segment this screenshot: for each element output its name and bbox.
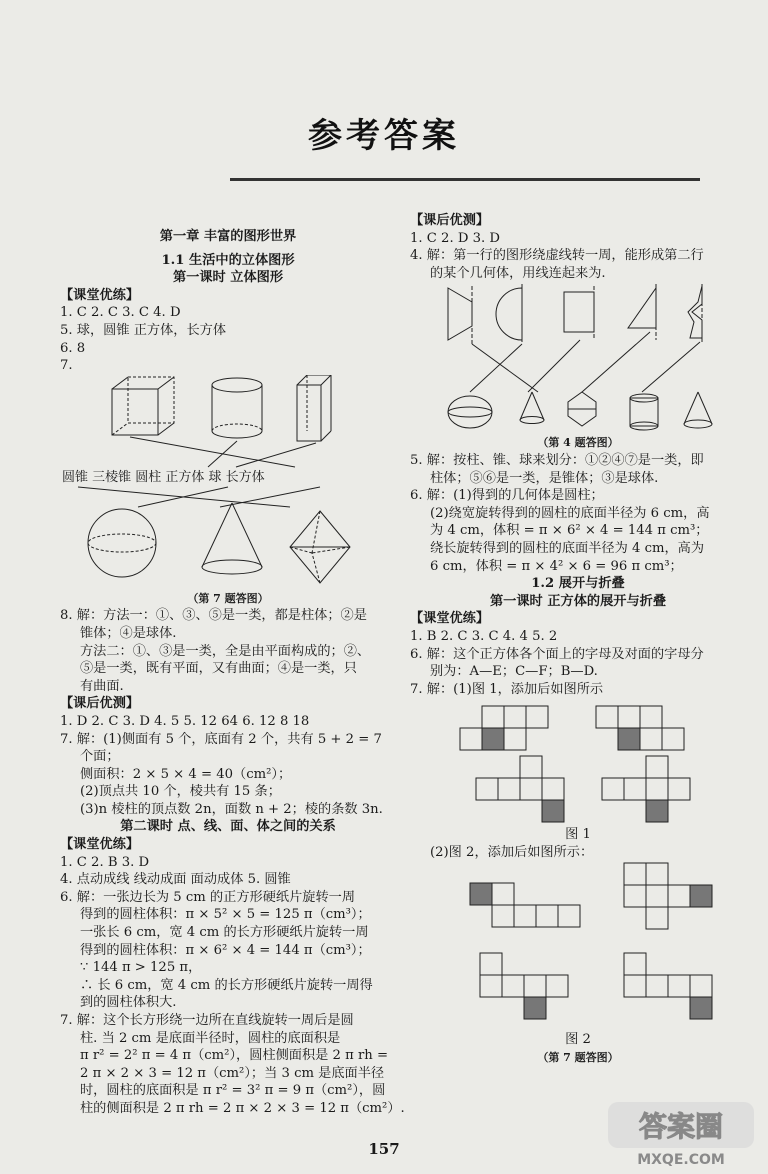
answer-line: 的某个几何体，用线连起来为. [430,265,606,281]
cube-nets-figure-2 [410,861,740,1031]
answer-line: 绕长旋转得到的圆柱的底面半径为 4 cm，高为 [430,540,705,556]
after-class-heading: 【课后优测】 [60,696,140,712]
answer-line: 6. 解：一张边长为 5 cm 的正方形硬纸片旋转一周 [60,889,356,905]
figure-caption: （第 7 题答图） [187,591,269,605]
answer-line: 1. C 2. C 3. C 4. D [60,305,181,321]
title-divider [230,178,700,181]
watermark-main: 答案圈 [638,1110,724,1143]
answer-line: 6. 解：这个正方体各个面上的字母及对面的字母分 [410,646,704,662]
answer-line: 柱. 当 2 cm 是底面半径时，圆柱的底面积是 [80,1030,341,1046]
answer-line: (2)绕宽旋转得到的圆柱的底面半径为 6 cm，高 [430,505,710,521]
class-practice-heading: 【课堂优练】 [60,837,140,853]
answer-line: 1. C 2. B 3. D [60,854,150,870]
answer-line: 个面； [80,749,120,765]
answer-line: 1. C 2. D 3. D [410,230,500,246]
answer-line: 锥体；④是球体. [80,625,177,641]
answer-line: (2)图 2，添加后如图所示： [430,844,594,860]
answer-line: 7. 解：这个长方形绕一边所在直线旋转一周后是圆 [60,1013,354,1028]
cube-nets-figure-1 [410,698,740,826]
answer-line: 侧面积：2 × 5 × 4 = 40（cm²）； [80,766,292,782]
answer-line: 6. 8 [60,340,86,356]
figure-label: 图 2 [565,1032,591,1048]
after-class-heading: 【课后优测】 [410,213,490,228]
answer-line: 为 4 cm，体积 = π × 6² × 4 = 144 π cm³； [430,523,709,539]
answer-line: 时，圆柱的底面积是 π r² = 3² π = 9 π（cm²），圆 [80,1083,386,1099]
answer-line: 4. 解：第一行的图形绕虚线转一周，能形成第二行 [410,248,704,264]
answer-line: 得到的圆柱体积：π × 5² × 5 = 125 π（cm³）； [80,907,371,923]
answer-line: π r² = 2² π = 4 π（cm²），圆柱侧面积是 2 π rh = [80,1048,389,1064]
answer-line: 8. 解：方法一：①、③、⑤是一类，都是柱体；②是 [60,608,367,624]
page-title: 参考答案 [308,116,460,156]
lesson-heading: 第二课时 点、线、面、体之间的关系 [120,819,336,835]
answer-line: 1. B 2. C 3. C 4. 4 5. 2 [410,628,558,644]
right-column [410,212,746,1067]
answer-line: 4. 点动成线 线动成面 面动成体 5. 圆锥 [60,872,291,888]
rotation-matching-figure [410,282,740,434]
answer-line: 有曲面. [80,678,124,694]
answer-line: 7. 解：(1)图 1，添加后如图所示 [410,681,604,697]
answer-line: 方法二：①、③是一类，全是由平面构成的；②、 [80,643,371,659]
figure-caption: （第 7 题答图） [537,1051,619,1065]
figure-label: 图 1 [565,827,591,843]
left-column [60,228,405,1118]
answer-line: 7. 解：(1)侧面有 5 个，底面有 2 个，共有 5 + 2 = 7 [60,731,382,747]
answer-line: 7. [60,358,73,374]
answer-line: 2 π × 2 × 3 = 12 π（cm²）；当 3 cm 是底面半径 [80,1065,385,1081]
answer-line: (2)顶点共 10 个，棱共有 15 条； [80,784,281,800]
chapter-heading: 第一章 丰富的图形世界 [159,229,297,244]
figure-caption: （第 4 题答图） [537,436,619,450]
watermark-url: MXQE.COM [637,1152,725,1168]
class-practice-heading: 【课堂优练】 [60,287,140,303]
solids-matching-figure [60,375,390,590]
answer-line: ∴ 长 6 cm，宽 4 cm 的长方形硬纸片旋转一周得 [80,977,373,993]
class-practice-heading: 【课堂优练】 [410,611,490,627]
watermark-logo [606,1100,756,1170]
section-heading: 1.2 展开与折叠 [531,576,625,592]
page-number: 157 [368,1140,400,1158]
answer-line: 6 cm，体积 = π × 4² × 6 = 96 π cm³； [430,558,683,574]
solid-labels: 圆锥 三棱锥 圆柱 正方体 球 长方体 [62,469,265,485]
answer-line: 1. D 2. C 3. D 4. 5 5. 12 64 6. 12 8 18 [60,713,310,729]
lesson-heading: 第一课时 立体图形 [172,270,284,286]
answer-line: 柱体；⑤⑥是一类，是锥体；③是球体. [430,470,659,486]
answer-line: 5. 球，圆锥 正方体，长方体 [60,322,227,338]
answer-line: 到的圆柱体积大. [80,995,177,1011]
lesson-heading: 第一课时 正方体的展开与折叠 [489,593,667,609]
answer-line: 一张长 6 cm，宽 4 cm 的长方形硬纸片旋转一周 [80,925,369,941]
answer-line: 柱的侧面积是 2 π rh = 2 π × 2 × 3 = 12 π（cm²）. [80,1100,405,1116]
answer-line: ∵ 144 π > 125 π， [80,960,202,976]
answer-line: 得到的圆柱体积：π × 6² × 4 = 144 π（cm³）； [80,942,371,958]
answer-line: ⑤是一类，既有平面，又有曲面；④是一类，只 [80,661,357,677]
section-heading: 1.1 生活中的立体图形 [161,252,295,268]
answer-line: 5. 解：按柱、锥、球来划分：①②④⑦是一类，即 [410,452,704,468]
answer-line: 别为：A—E；C—F；B—D. [430,664,598,680]
answer-line: 6. 解：(1)得到的几何体是圆柱； [410,488,604,504]
answer-line: (3)n 棱柱的顶点数 2n，面数 n + 2；棱的条数 3n. [80,801,383,817]
